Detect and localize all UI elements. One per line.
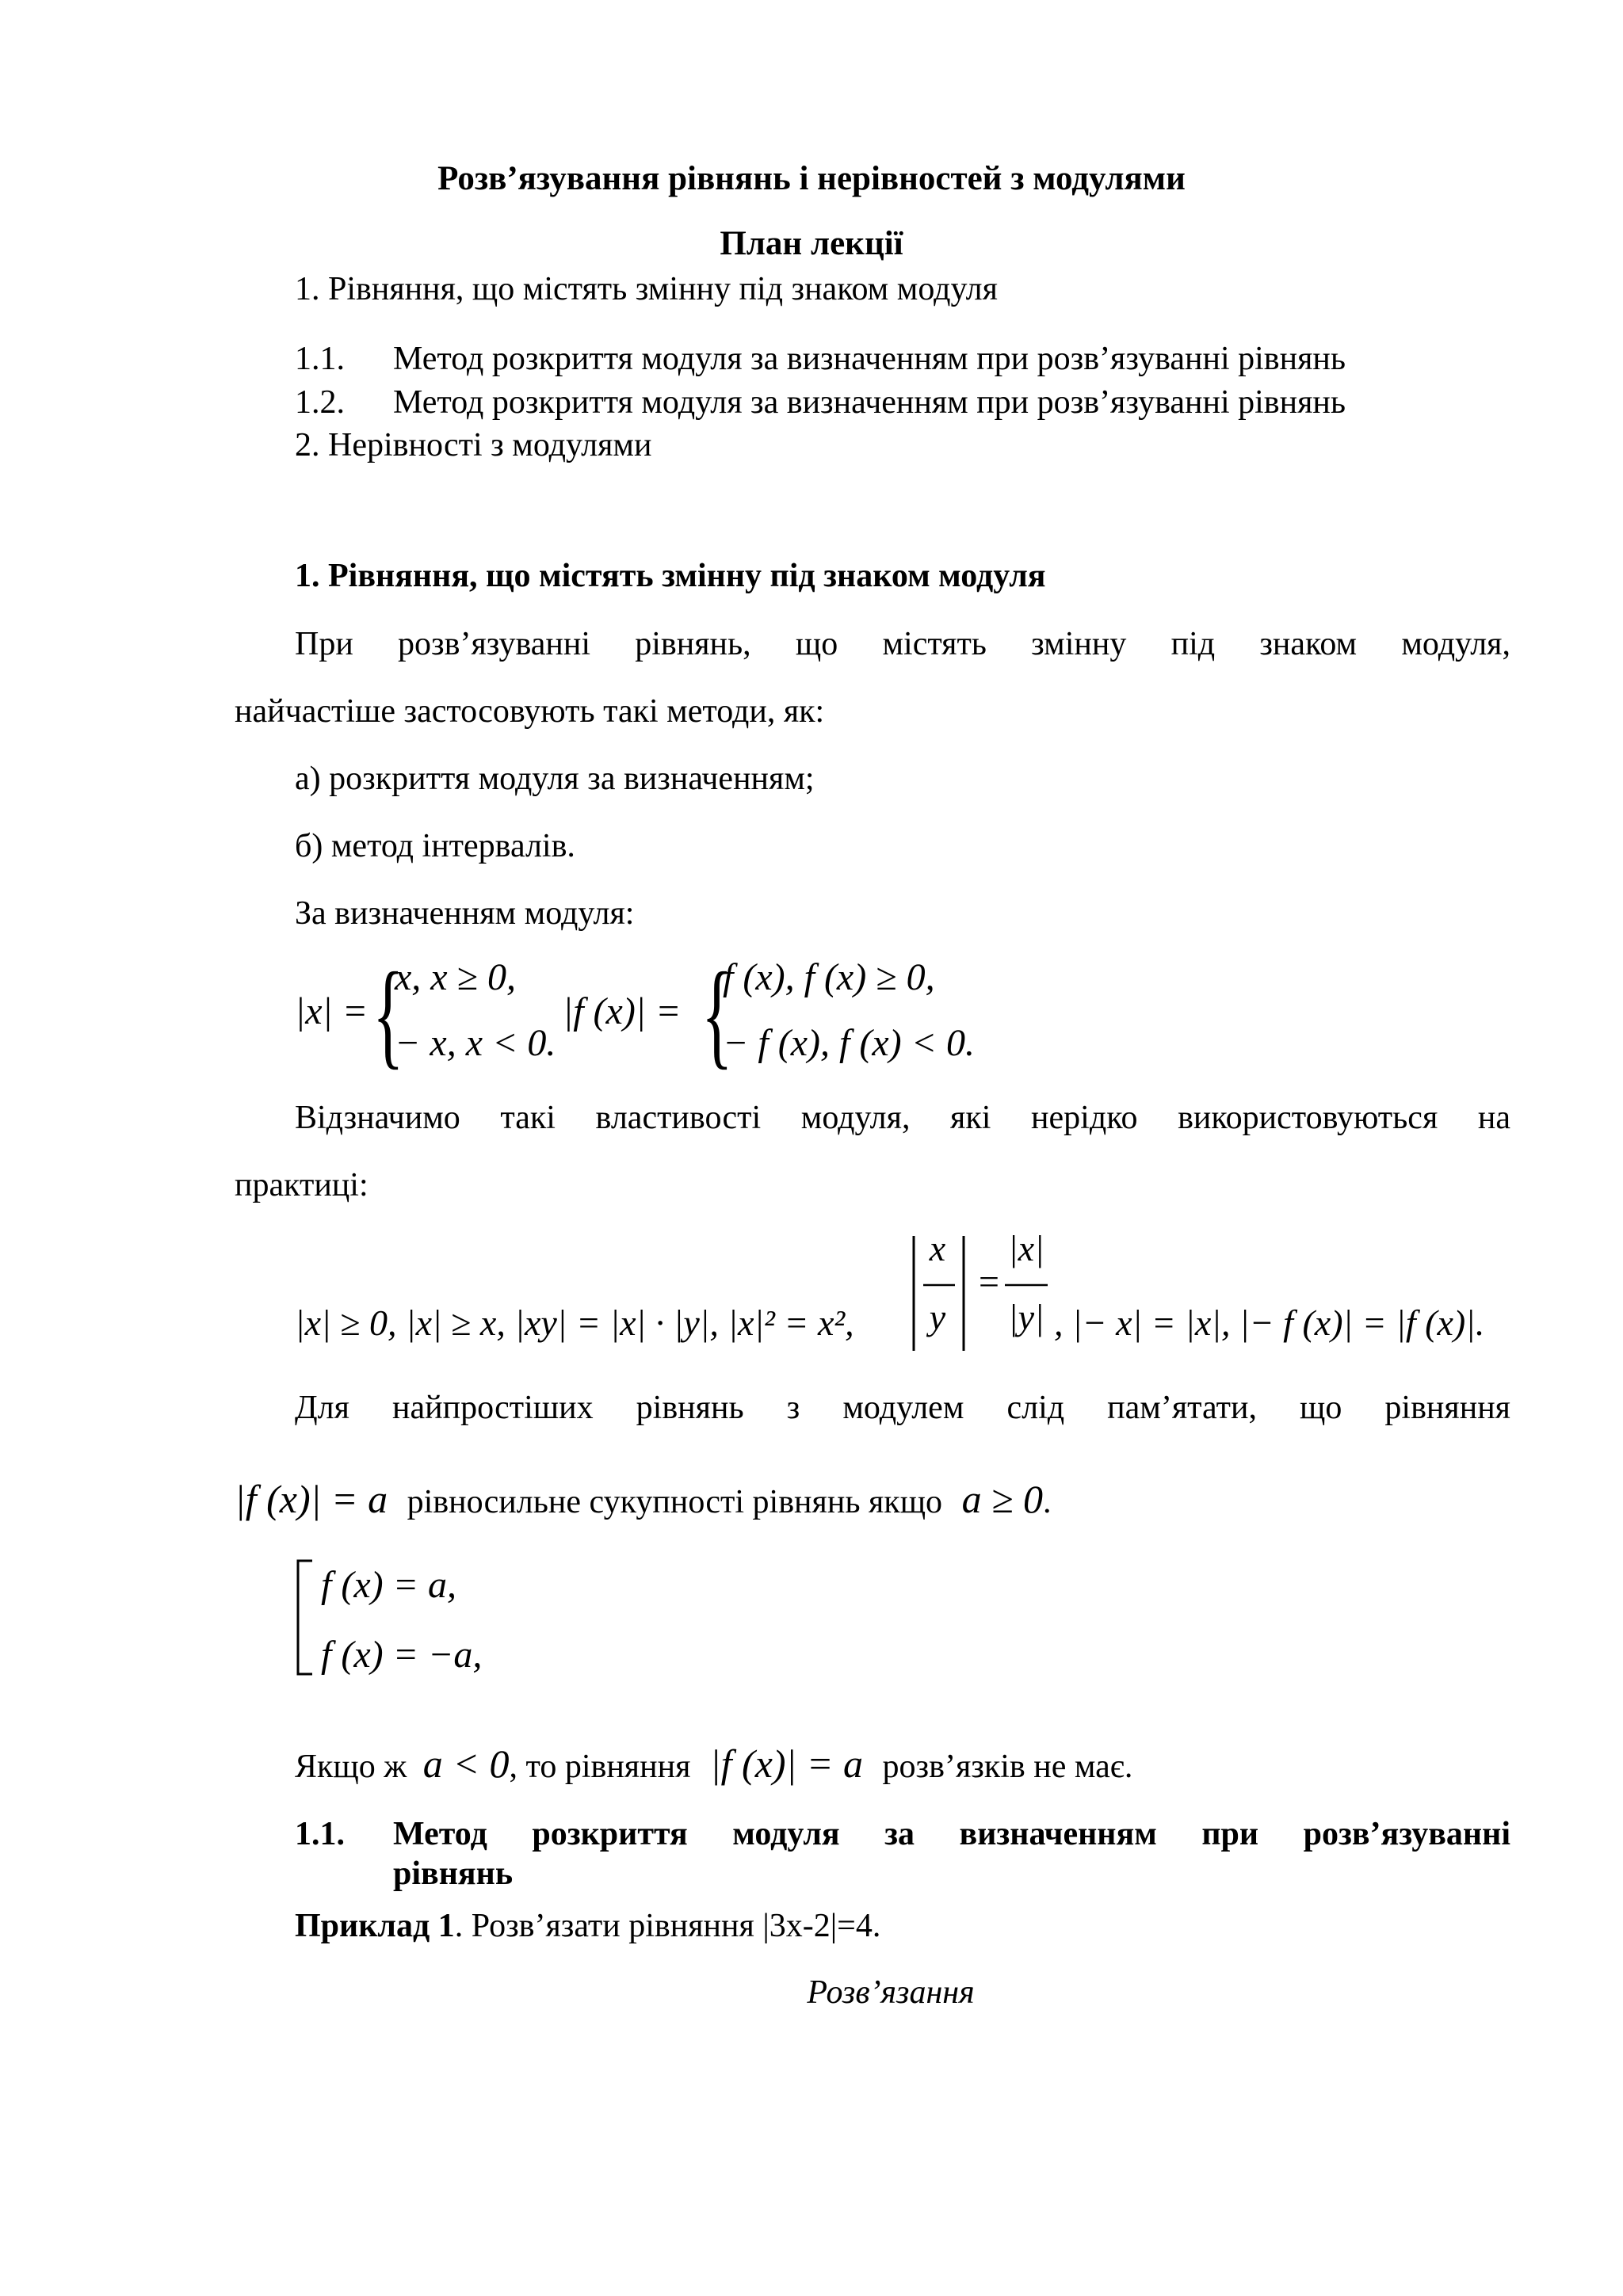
- intro-line-1: При розв’язуванні рівнянь, що містять змінну під знаком модуля,: [295, 626, 1510, 662]
- formula-case: f (x), f (x) ≥ 0,: [723, 956, 935, 998]
- plan-item-text: Метод розкриття модуля за визначенням при розв’язуванні рівнянь: [393, 341, 1346, 377]
- fraction-numerator: |x|: [1008, 1228, 1044, 1268]
- subsection-heading-cont: рівнянь: [393, 1855, 514, 1892]
- formula-part: , |− x| = |x|, |− f (x)| = |f (x)|.: [1054, 1302, 1485, 1343]
- intro-line-2: найчастіше застосовують такі методи, як:: [235, 693, 825, 730]
- no-solution-mid: , то рівняння: [509, 1749, 691, 1785]
- no-solution-line: [295, 1740, 1132, 1787]
- inline-formula: |f (x)| = a: [709, 1741, 864, 1786]
- square-bracket-icon: [295, 1559, 319, 1678]
- left-brace-icon: {: [372, 948, 404, 1080]
- method-b: б) метод інтервалів.: [295, 828, 575, 864]
- fraction-denominator: y: [929, 1297, 946, 1337]
- method-a: а) розкриття модуля за визначенням;: [295, 761, 815, 797]
- left-brace-icon: {: [701, 948, 733, 1080]
- properties-line-1: Відзначимо такі властивості модуля, які нерідко використовуються на: [295, 1100, 1510, 1136]
- formula-case: x, x ≥ 0,: [395, 956, 516, 998]
- no-solution-prefix: Якщо ж: [295, 1749, 407, 1785]
- subsection-number: 1.1.: [295, 1816, 345, 1852]
- plan-item-number: 1.2.: [295, 384, 345, 421]
- formula-lhs: |x| =: [295, 990, 369, 1032]
- inline-formula: a ≥ 0: [961, 1477, 1044, 1521]
- fraction-equals: =: [979, 1261, 999, 1302]
- plan-item-number: 1.1.: [295, 341, 345, 377]
- document-title: Розв’язування рівнянь і нерівностей з модулями: [437, 160, 1186, 197]
- example-label: Приклад 1: [295, 1908, 455, 1944]
- equivalence-text: рівносильне сукупності рівнянь якщо: [407, 1484, 943, 1520]
- plan-item: [295, 269, 998, 309]
- properties-line-2: практиці:: [235, 1167, 369, 1203]
- no-solution-suffix: розв’язків не має.: [882, 1749, 1133, 1785]
- formula-case: − f (x), f (x) < 0.: [723, 1022, 975, 1064]
- simple-equations-line: Для найпростіших рівнянь з модулем слід пам’ятати, що рівняння: [295, 1390, 1510, 1426]
- formula-case: − x, x < 0.: [395, 1022, 556, 1064]
- fraction-line-icon: [1005, 1283, 1052, 1288]
- plan-item-text: Метод розкриття модуля за визначенням при розв’язуванні рівнянь: [393, 384, 1346, 421]
- plan-item-text: Рівняння, що містять змінну під знаком модуля: [328, 271, 998, 307]
- formula-part: |x| ≥ 0, |x| ≥ x, |xy| = |x| · |y|, |x|² = x²,: [295, 1302, 854, 1343]
- plan-heading: План лекції: [720, 225, 903, 262]
- plan-item-text: Нерівності з модулями: [328, 427, 652, 463]
- collection-row: f (x) = −a,: [321, 1634, 483, 1676]
- section-heading: 1. Рівняння, що містять змінну під знаком модуля: [295, 558, 1046, 594]
- fraction-numerator: x: [929, 1228, 946, 1268]
- inline-formula: a < 0: [422, 1741, 510, 1786]
- plan-item: [295, 425, 651, 465]
- plan-item-number: 2.: [295, 427, 320, 463]
- example-text: . Розв’язати рівняння |3x-2|=4.: [454, 1908, 881, 1944]
- plan-item: [295, 339, 1346, 379]
- definition-label: За визначенням модуля:: [295, 895, 635, 932]
- collection-row: f (x) = a,: [321, 1564, 456, 1606]
- sentence-period: .: [1043, 1484, 1052, 1520]
- subsection-heading: Метод розкриття модуля за визначенням при розв’язуванні: [393, 1816, 1510, 1852]
- formula-lhs: |f (x)| =: [563, 990, 682, 1032]
- inline-formula: |f (x)| = a: [235, 1477, 388, 1521]
- plan-item: [295, 383, 1346, 422]
- equivalence-line: [235, 1475, 1052, 1523]
- plan-item-number: 1.: [295, 271, 320, 307]
- solution-label: Розв’язання: [807, 1974, 975, 2011]
- example-line: [295, 1906, 880, 1946]
- fraction-denominator: |y|: [1008, 1297, 1044, 1337]
